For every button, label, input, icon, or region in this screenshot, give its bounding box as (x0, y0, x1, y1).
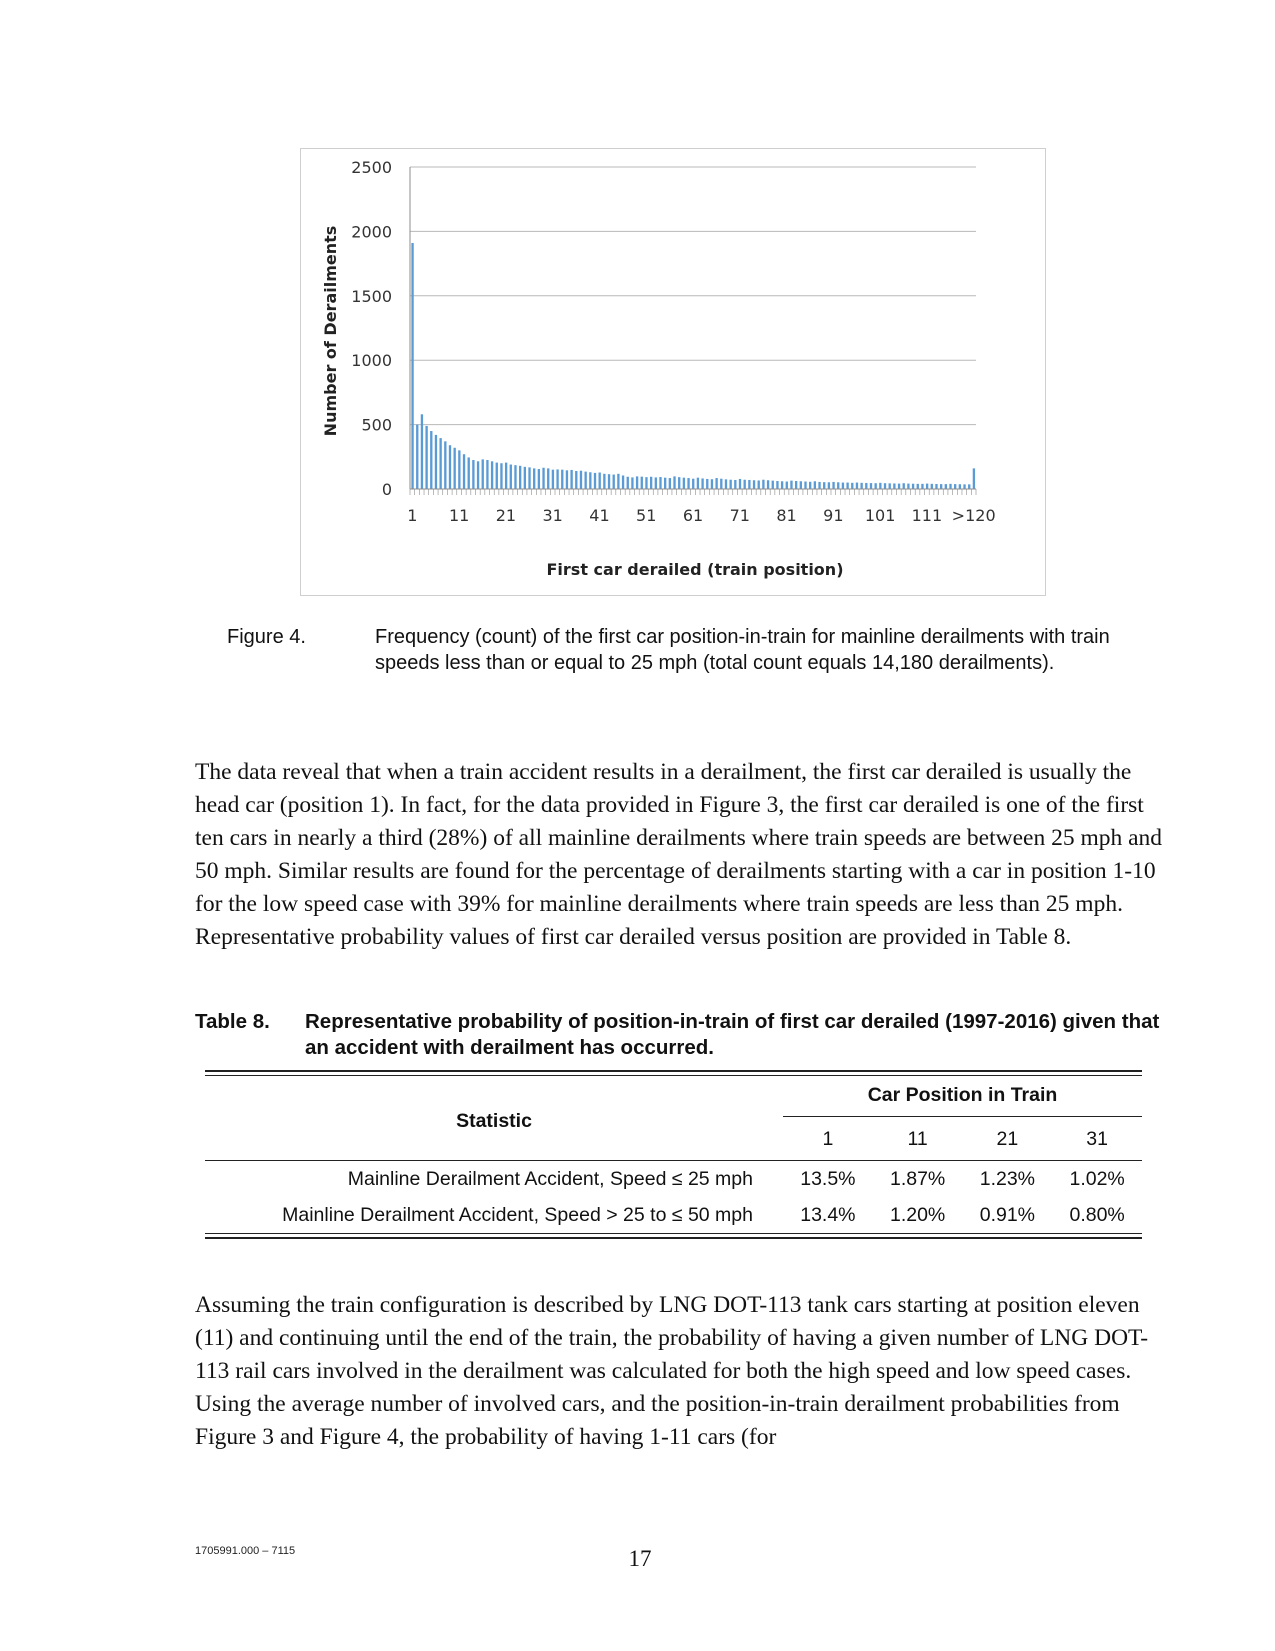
bar (697, 478, 699, 489)
bar (959, 484, 961, 489)
x-tick-label: >120 (951, 506, 996, 525)
bar (556, 469, 558, 489)
bar (790, 481, 792, 489)
table-row (205, 1197, 1142, 1233)
bar (711, 479, 713, 489)
bar (444, 441, 446, 489)
bar (468, 457, 470, 489)
figure-caption-text: Frequency (count) of the first car position-in-train for mainline derailments with train speeds less than or equal to 25 mph (total count equals 14,180 derailments). (375, 626, 1110, 674)
bar (818, 482, 820, 489)
bar (729, 480, 731, 489)
table-cell: 1.02% (1069, 1167, 1125, 1190)
bar (781, 481, 783, 489)
chart-gridlines (410, 167, 976, 425)
bar (416, 425, 418, 489)
bar (449, 445, 451, 489)
bar (874, 483, 876, 489)
bar (856, 483, 858, 489)
y-tick-label: 1000 (351, 351, 392, 371)
bar (968, 484, 970, 489)
bar (575, 471, 577, 489)
bar (594, 473, 596, 489)
bar (500, 463, 502, 489)
chart-bars (411, 243, 975, 489)
bar (482, 459, 484, 489)
bar (786, 482, 788, 489)
table-bottom-rule (205, 1233, 1142, 1239)
bar (917, 484, 919, 489)
row-values (783, 1204, 1142, 1227)
bar (692, 479, 694, 489)
bar (809, 482, 811, 489)
bar (945, 484, 947, 489)
bar (603, 474, 605, 489)
bar (435, 435, 437, 489)
bar (664, 478, 666, 489)
bar (542, 468, 544, 489)
bar (533, 468, 535, 489)
bar (762, 480, 764, 489)
bar (528, 467, 530, 489)
bar (566, 470, 568, 489)
bar (622, 475, 624, 489)
body-paragraph-1: The data reveal that when a train accident results in a derailment, the first car derailed is usually the head car (position 1). In fact, for the data provided in Figure 3, the first car derailed is one of the first ten cars in nearly a third (28%) of all mainline derailments where train speeds are between 25 mph and 50 mph. Similar results are found for the percentage of derailments starting with a car in position 1-10 for the low speed case with 39% for mainline derailments where train speeds are less than 25 mph. Representative probability values of first car derailed versus position are provided in Table 8. (195, 759, 1163, 950)
bar (903, 483, 905, 489)
bar (659, 477, 661, 489)
chart-frame (300, 148, 1046, 596)
column-header: 31 (1086, 1128, 1108, 1150)
x-tick-label: 31 (542, 506, 563, 525)
derailment-bar-chart (301, 149, 1045, 595)
bar (926, 484, 928, 489)
bar (514, 465, 516, 489)
chart-axes (410, 167, 976, 495)
bar (814, 481, 816, 489)
bar (477, 461, 479, 489)
bar (496, 463, 498, 489)
bar (472, 460, 474, 489)
bar (734, 480, 736, 489)
bar (828, 482, 830, 489)
bar (795, 481, 797, 489)
bar (846, 483, 848, 489)
row-label: Mainline Derailment Accident, Speed ≤ 25 mph (347, 1167, 753, 1190)
x-tick-label: 51 (636, 506, 657, 525)
y-tick-label: 0 (381, 480, 392, 499)
table-title-label: Table 8. (195, 1010, 270, 1033)
bar (580, 471, 582, 489)
x-tick-label: 111 (911, 506, 943, 525)
bar (720, 479, 722, 489)
bar (842, 483, 844, 489)
bar (673, 476, 675, 489)
table-cell: 13.4% (800, 1203, 856, 1226)
bar (519, 466, 521, 489)
bar (411, 243, 413, 489)
bar (715, 478, 717, 489)
bar (584, 472, 586, 489)
bar (954, 484, 956, 489)
bar (631, 477, 633, 489)
y-tick-label: 500 (361, 415, 392, 435)
bar (772, 481, 774, 489)
table-cell: 13.5% (800, 1167, 856, 1190)
bar (940, 484, 942, 489)
x-tick-label: 1 (407, 506, 418, 525)
column-header: 1 (822, 1128, 834, 1150)
bar (439, 438, 441, 489)
bar (879, 483, 881, 489)
column-header: 21 (996, 1128, 1019, 1150)
bar (650, 477, 652, 489)
bar (823, 482, 825, 489)
bar (800, 481, 802, 489)
bar (837, 482, 839, 489)
bar (753, 480, 755, 489)
page-number: 17 (628, 1546, 652, 1571)
table-cell: 1.20% (889, 1203, 946, 1226)
row-values (783, 1168, 1142, 1191)
bar (538, 469, 540, 489)
bar (907, 484, 909, 489)
bar (701, 478, 703, 489)
x-tick-label: 81 (776, 506, 797, 525)
bar (748, 480, 750, 489)
bar (893, 483, 895, 489)
y-tick-label: 1500 (351, 286, 392, 306)
bar (678, 477, 680, 489)
bar (739, 479, 741, 489)
bar (505, 463, 507, 489)
bar (430, 431, 432, 489)
bar (589, 472, 591, 489)
x-tick-label: 41 (589, 506, 610, 525)
bar (683, 478, 685, 489)
bar (963, 484, 965, 489)
bar (776, 481, 778, 489)
y-tick-label: 2000 (351, 222, 392, 242)
bar (655, 477, 657, 489)
figure-caption-label: Figure 4. (227, 626, 306, 648)
bar (758, 481, 760, 490)
header-group-rule (783, 1116, 1142, 1117)
bar (510, 465, 512, 489)
x-tick-label: 101 (864, 506, 896, 525)
bar (552, 470, 554, 489)
x-tick-label: 21 (495, 506, 517, 525)
probability-table (205, 1070, 1142, 1239)
bar (669, 478, 671, 489)
body-paragraph-2: Assuming the train configuration is described by LNG DOT-113 tank cars starting at position eleven (11) and continuing until the end of the train, the probability of having a given number of LNG DOT-113 rail cars involved in the derailment was calculated for both the high speed and low speed cases. Using the average number of involved cars, and the position-in-train derailment probabilities from Figure 3 and Figure 4, the probability of having 1-11 cars (for (195, 1292, 1149, 1450)
bar (636, 476, 638, 489)
bar (599, 473, 601, 489)
header-statistic: Statistic (456, 1110, 532, 1132)
bar (491, 461, 493, 489)
bar (725, 479, 727, 489)
bar (458, 450, 460, 489)
bar (425, 426, 427, 489)
bar (865, 483, 867, 489)
chart-tick-labels (351, 158, 995, 525)
bar (744, 480, 746, 489)
row-label: Mainline Derailment Accident, Speed > 25 to ≤ 50 mph (282, 1203, 753, 1226)
bar (851, 483, 853, 489)
table-row (205, 1161, 1142, 1197)
bar (524, 467, 526, 489)
y-tick-label: 2500 (351, 158, 392, 177)
bar (889, 483, 891, 489)
bar (547, 468, 549, 489)
bar (921, 484, 923, 489)
x-tick-label: 11 (448, 506, 470, 525)
table-cell: 1.87% (889, 1167, 946, 1190)
header-columns (783, 1128, 1142, 1151)
bar (931, 484, 933, 489)
bar (608, 474, 610, 489)
x-tick-label: 61 (682, 506, 704, 525)
bar (641, 477, 643, 489)
bar (949, 484, 951, 489)
bar (454, 448, 456, 489)
bar (973, 468, 975, 489)
bar (935, 484, 937, 489)
bar (463, 454, 465, 489)
x-tick-label: 71 (729, 506, 750, 525)
footer-document-id: 1705991.000 – 7115 (195, 1545, 296, 1557)
x-tick-label: 91 (823, 506, 844, 525)
x-axis-title: First car derailed (train position) (546, 560, 844, 579)
table-cell: 0.80% (1069, 1203, 1125, 1226)
bar (627, 477, 629, 489)
header-car-position: Car Position in Train (867, 1084, 1058, 1106)
bar (860, 483, 862, 489)
bar (870, 483, 872, 489)
bar (421, 414, 423, 489)
bar (617, 474, 619, 489)
column-header: 11 (907, 1128, 928, 1150)
table-header (205, 1076, 1142, 1160)
table-title-text: Representative probability of position-in-train of first car derailed (1997-2016) given that an accident with derailment has occurred. (305, 1010, 1160, 1059)
bar (687, 478, 689, 489)
bar (570, 470, 572, 489)
bar (645, 477, 647, 489)
bar (486, 460, 488, 489)
bar (561, 470, 563, 489)
bar (804, 482, 806, 489)
bar (832, 482, 834, 489)
bar (912, 484, 914, 489)
bar (898, 484, 900, 489)
bar (613, 475, 615, 489)
bar (767, 480, 769, 489)
bar (706, 479, 708, 489)
y-axis-title: Number of Derailments (321, 225, 340, 437)
bar (884, 483, 886, 489)
table-cell: 1.23% (979, 1167, 1036, 1190)
table-cell: 0.91% (979, 1203, 1036, 1226)
